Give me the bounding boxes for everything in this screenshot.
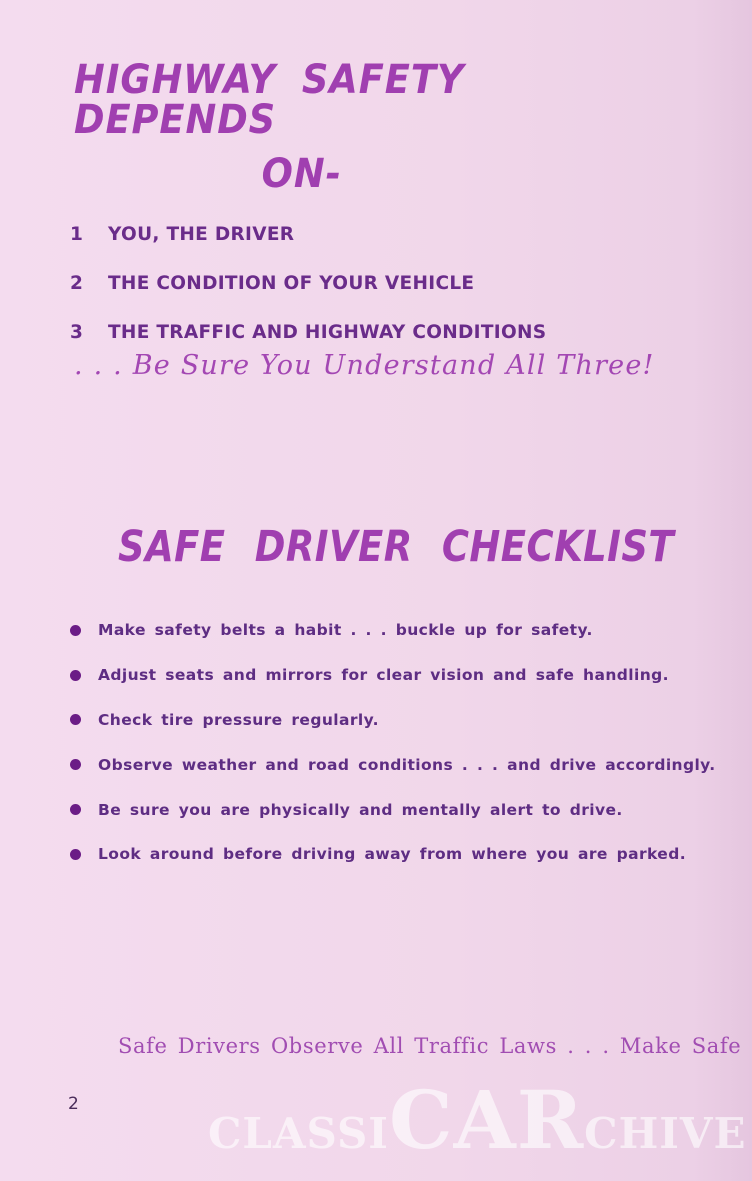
checklist-title-word: CHECKLIST: [441, 522, 675, 572]
checklist-item: [70, 742, 716, 787]
checklist-item: [70, 608, 716, 653]
item-text: THE CONDITION OF YOUR VEHICLE: [108, 273, 475, 294]
item-text: YOU, THE DRIVER: [108, 224, 295, 245]
bullet-icon: [70, 670, 81, 681]
item-number: 1: [70, 224, 84, 245]
bullet-icon: [70, 759, 81, 770]
item-number: 2: [70, 273, 84, 294]
headline-line2: ON-: [261, 151, 342, 197]
item-text: THE TRAFFIC AND HIGHWAY CONDITIONS: [108, 322, 547, 343]
headline-word: DEPENDS: [74, 97, 277, 143]
bullet-icon: [70, 714, 81, 725]
watermark-part: A: [453, 1073, 517, 1167]
watermark-logo: [208, 1073, 747, 1167]
checklist-item-text: Observe weather and road conditions . . . and drive accordingly.: [98, 755, 716, 774]
checklist-item-text: Adjust seats and mirrors for clear vision and safe handling.: [98, 666, 669, 685]
dependency-item: [70, 259, 546, 308]
checklist-item-text: Look around before driving away from where you are parked.: [98, 845, 686, 864]
footer-slogan: Safe Drivers Observe All Traffic Laws . . . Make Safe: [118, 1034, 742, 1058]
checklist-item-text: Make safety belts a habit . . . buckle up for safety.: [98, 621, 593, 640]
checklist-item-text: Check tire pressure regularly.: [98, 710, 379, 729]
item-number: 3: [70, 322, 84, 343]
watermark-part: CLASSI: [208, 1109, 389, 1158]
tagline: . . . Be Sure You Understand All Three!: [74, 350, 655, 381]
page-number: 2: [68, 1094, 79, 1114]
checklist-item: [70, 653, 716, 698]
bullet-icon: [70, 625, 81, 636]
safe-driver-checklist: [70, 608, 716, 877]
page-headline: [74, 57, 626, 197]
bullet-icon: [70, 849, 81, 860]
watermark-part: R: [516, 1073, 585, 1167]
dependency-item: [70, 210, 546, 259]
watermark-part: C: [388, 1073, 454, 1167]
watermark-part: CHIVE: [584, 1109, 747, 1158]
bullet-icon: [70, 804, 81, 815]
checklist-item: [70, 832, 716, 877]
dependency-list: [70, 210, 546, 357]
checklist-title: [118, 522, 703, 572]
headline-word: SAFETY: [301, 57, 465, 103]
checklist-title-word: SAFE: [118, 522, 226, 572]
headline-word: HIGHWAY: [74, 57, 277, 103]
checklist-item: [70, 787, 716, 832]
checklist-item-text: Be sure you are physically and mentally alert to drive.: [98, 800, 623, 819]
checklist-item: [70, 698, 716, 743]
checklist-title-word: DRIVER: [254, 522, 413, 572]
